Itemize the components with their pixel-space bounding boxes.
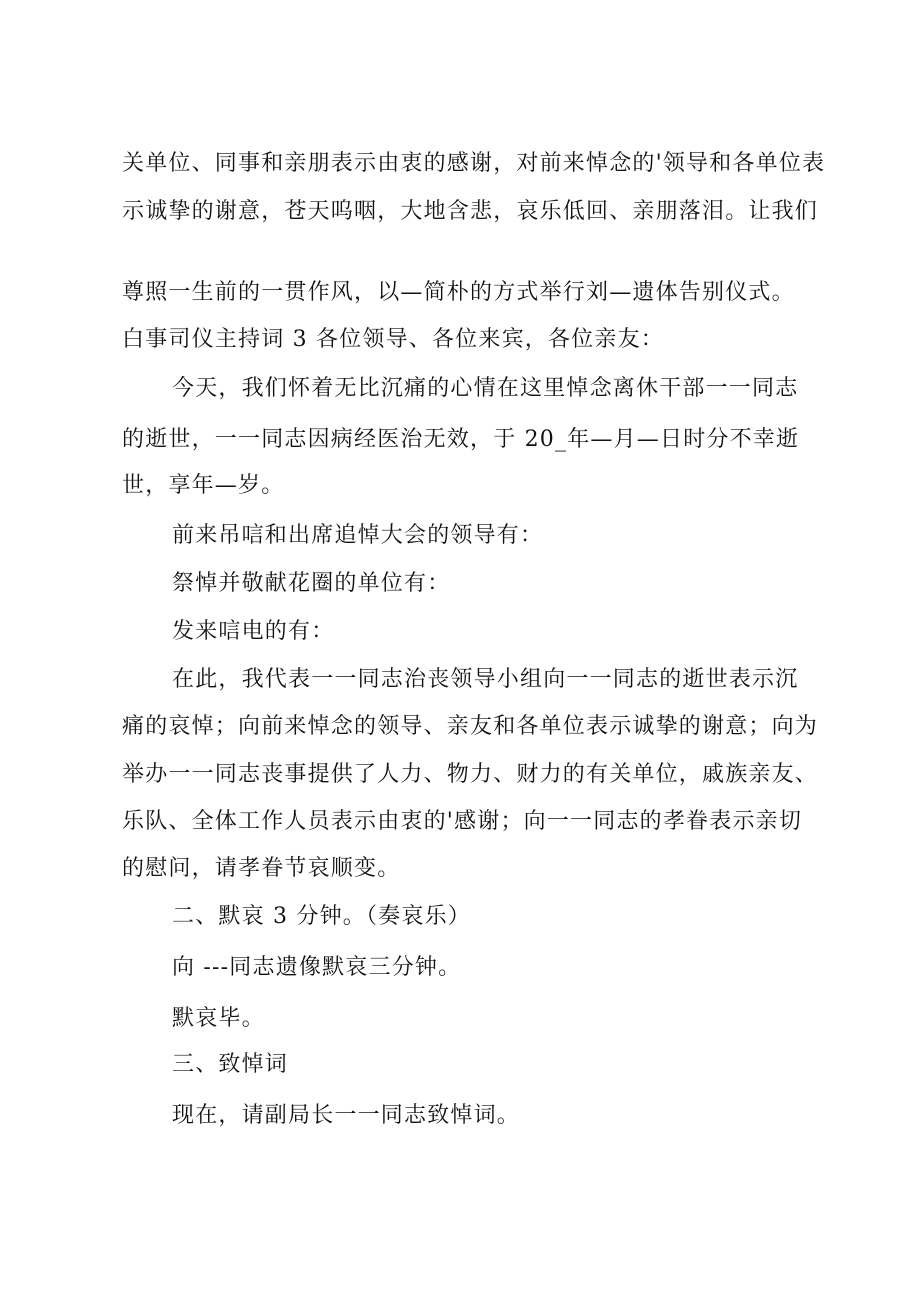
text-line: 二、默哀 3 分钟。（奏哀乐） — [172, 904, 471, 929]
text-line: 默哀毕。 — [172, 1006, 265, 1031]
text-line: 今天，我们怀着无比沉痛的心情在这里悼念离休干部一一同志 — [172, 376, 799, 401]
text-line: 关单位、同事和亲朋表示由衷的感谢，对前来悼念的'领导和各单位表 — [122, 151, 826, 176]
text-line: 在此，我代表一一同志治丧领导小组向一一同志的逝世表示沉 — [172, 667, 799, 692]
text-line: 的慰问，请孝眷节哀顺变。 — [122, 856, 401, 881]
text-line: 的逝世，一一同志因病经医治无效，于 20_年—月—日时分不幸逝 — [122, 427, 800, 452]
text-line: 尊照一生前的一贯作风，以—简朴的方式举行刘—遗体告别仪式。 — [122, 280, 795, 305]
text-line: 发来唁电的有： — [172, 619, 335, 644]
text-line: 白事司仪主持词 3 各位领导、各位来宾，各位亲友： — [122, 327, 664, 352]
text-line: 向 ---同志遗像默哀三分钟。 — [172, 955, 462, 980]
text-line: 祭悼并敬献花圈的单位有： — [172, 571, 451, 596]
text-line: 三、致悼词 — [172, 1052, 289, 1077]
text-line: 乐队、全体工作人员表示由衷的'感谢；向一一同志的孝眷表示亲切 — [122, 809, 803, 834]
text-line: 现在，请副局长一一同志致悼词。 — [172, 1103, 521, 1128]
text-line: 举办一一同志丧事提供了人力、物力、财力的有关单位，戚族亲友、 — [122, 762, 819, 787]
text-line: 痛的哀悼；向前来悼念的领导、亲友和各单位表示诚挚的谢意；向为 — [122, 714, 819, 739]
text-line: 世，享年—岁。 — [122, 473, 285, 498]
text-line: 前来吊唁和出席追悼大会的领导有： — [172, 523, 544, 548]
text-line: 示诚挚的谢意，苍天呜咽，大地含悲，哀乐低回、亲朋落泪。让我们 — [122, 199, 819, 224]
